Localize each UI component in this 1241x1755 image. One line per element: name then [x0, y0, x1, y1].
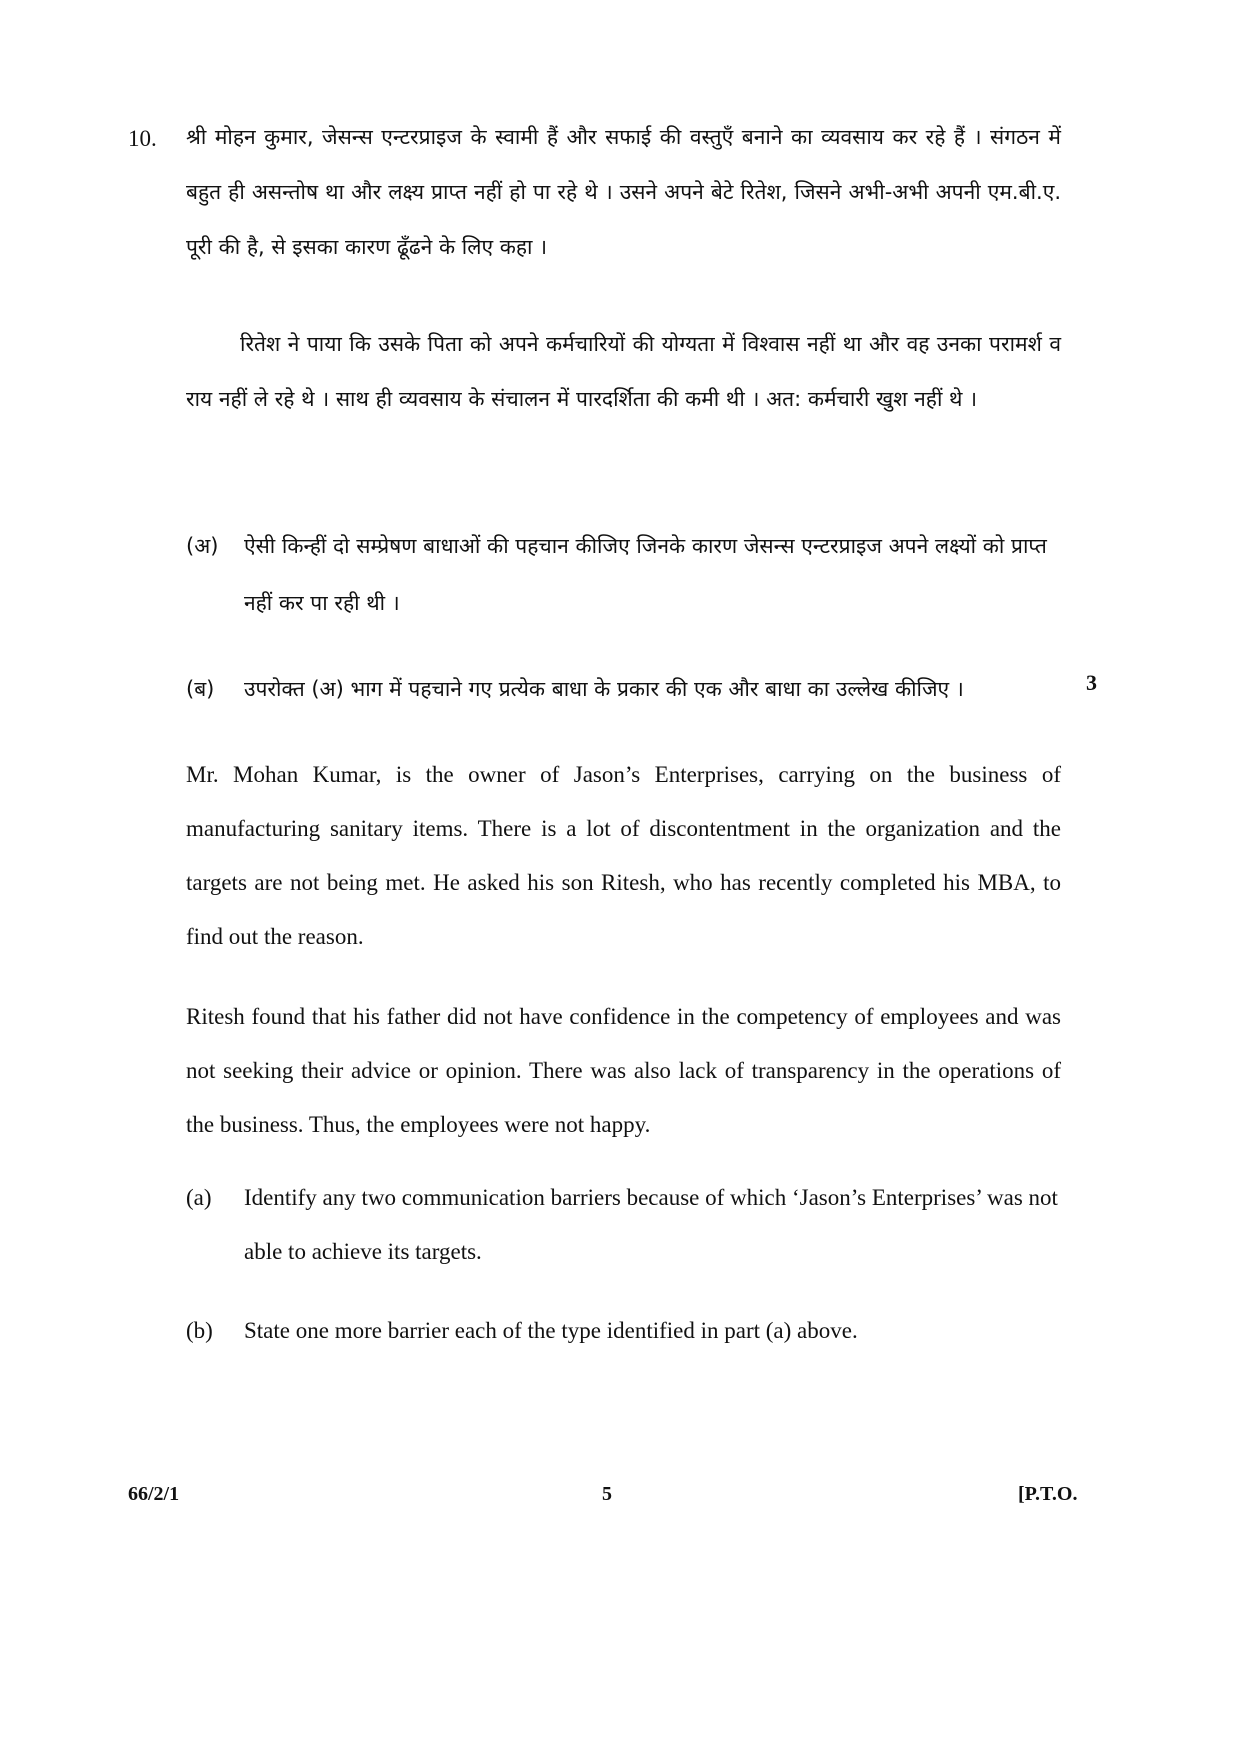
hindi-part-b-text: उपरोक्त (अ) भाग में पहचाने गए प्रत्येक बाधा के प्रकार की एक और बाधा का उल्लेख कीजिए । — [244, 677, 964, 701]
hindi-paragraph-2: रितेश ने पाया कि उसके पिता को अपने कर्मचारियों की योग्यता में विश्वास नहीं था और वह उनका परामर्श व राय नहीं ले रहे थे । साथ ही व्यवसाय के संचालन में पारदर्शिता की कमी थी । अत: कर्मचारी खुश नहीं थे । — [186, 332, 1061, 411]
english-part-b-text: State one more barrier each of the type identified in part (a) above. — [244, 1318, 858, 1343]
english-part-a-label: (a) — [186, 1185, 212, 1210]
hindi-part-a-label: (अ) — [186, 534, 219, 558]
english-paragraph-2: Ritesh found that his father did not have confidence in the competency of employees and was not seeking their advice or opinion. There was also lack of transparency in the operations of the business. Thus, the employees were not happy. — [186, 1004, 1061, 1137]
page-number: 5 — [602, 1483, 612, 1505]
paper-code: 66/2/1 — [128, 1483, 180, 1505]
english-part-a — [186, 1171, 1061, 1279]
question-marks: 3 — [1086, 670, 1097, 695]
hindi-paragraph-1: श्री मोहन कुमार, जेसन्स एन्टरप्राइज के स्वामी हैं और सफाई की वस्तुएँ बनाने का व्यवसाय कर रहे हैं । संगठन में बहुत ही असन्तोष था और लक्ष्य प्राप्त नहीं हो पा रहे थे । उसने अपने बेटे रितेश, जिसने अभी-अभी अपनी एम.बी.ए. पूरी की है, से इसका कारण ढूँढने के लिए कहा । — [186, 125, 1061, 259]
english-paragraph-1: Mr. Mohan Kumar, is the owner of Jason’s Enterprises, carrying on the business of manufacturing sanitary items. There is a lot of discontentment in the organization and the targets are not being met. He asked his son Ritesh, who has recently completed his MBA, to find out the reason. — [186, 762, 1061, 949]
hindi-part-a — [186, 518, 1061, 632]
hindi-part-a-text: ऐसी किन्हीं दो सम्प्रेषण बाधाओं की पहचान कीजिए जिनके कारण जेसन्स एन्टरप्राइज अपने लक्ष्यों को प्राप्त नहीं कर पा रही थी । — [244, 534, 1047, 615]
please-turn-over: [P.T.O. — [1018, 1483, 1078, 1505]
english-part-b — [186, 1304, 1061, 1358]
english-part-a-text: Identify any two communication barriers because of which ‘Jason’s Enterprises’ was not able to achieve its targets. — [244, 1185, 1058, 1264]
hindi-part-b-label: (ब) — [186, 677, 215, 701]
english-part-b-label: (b) — [186, 1318, 213, 1343]
question-number: 10. — [128, 126, 157, 151]
hindi-part-b — [186, 661, 1061, 718]
